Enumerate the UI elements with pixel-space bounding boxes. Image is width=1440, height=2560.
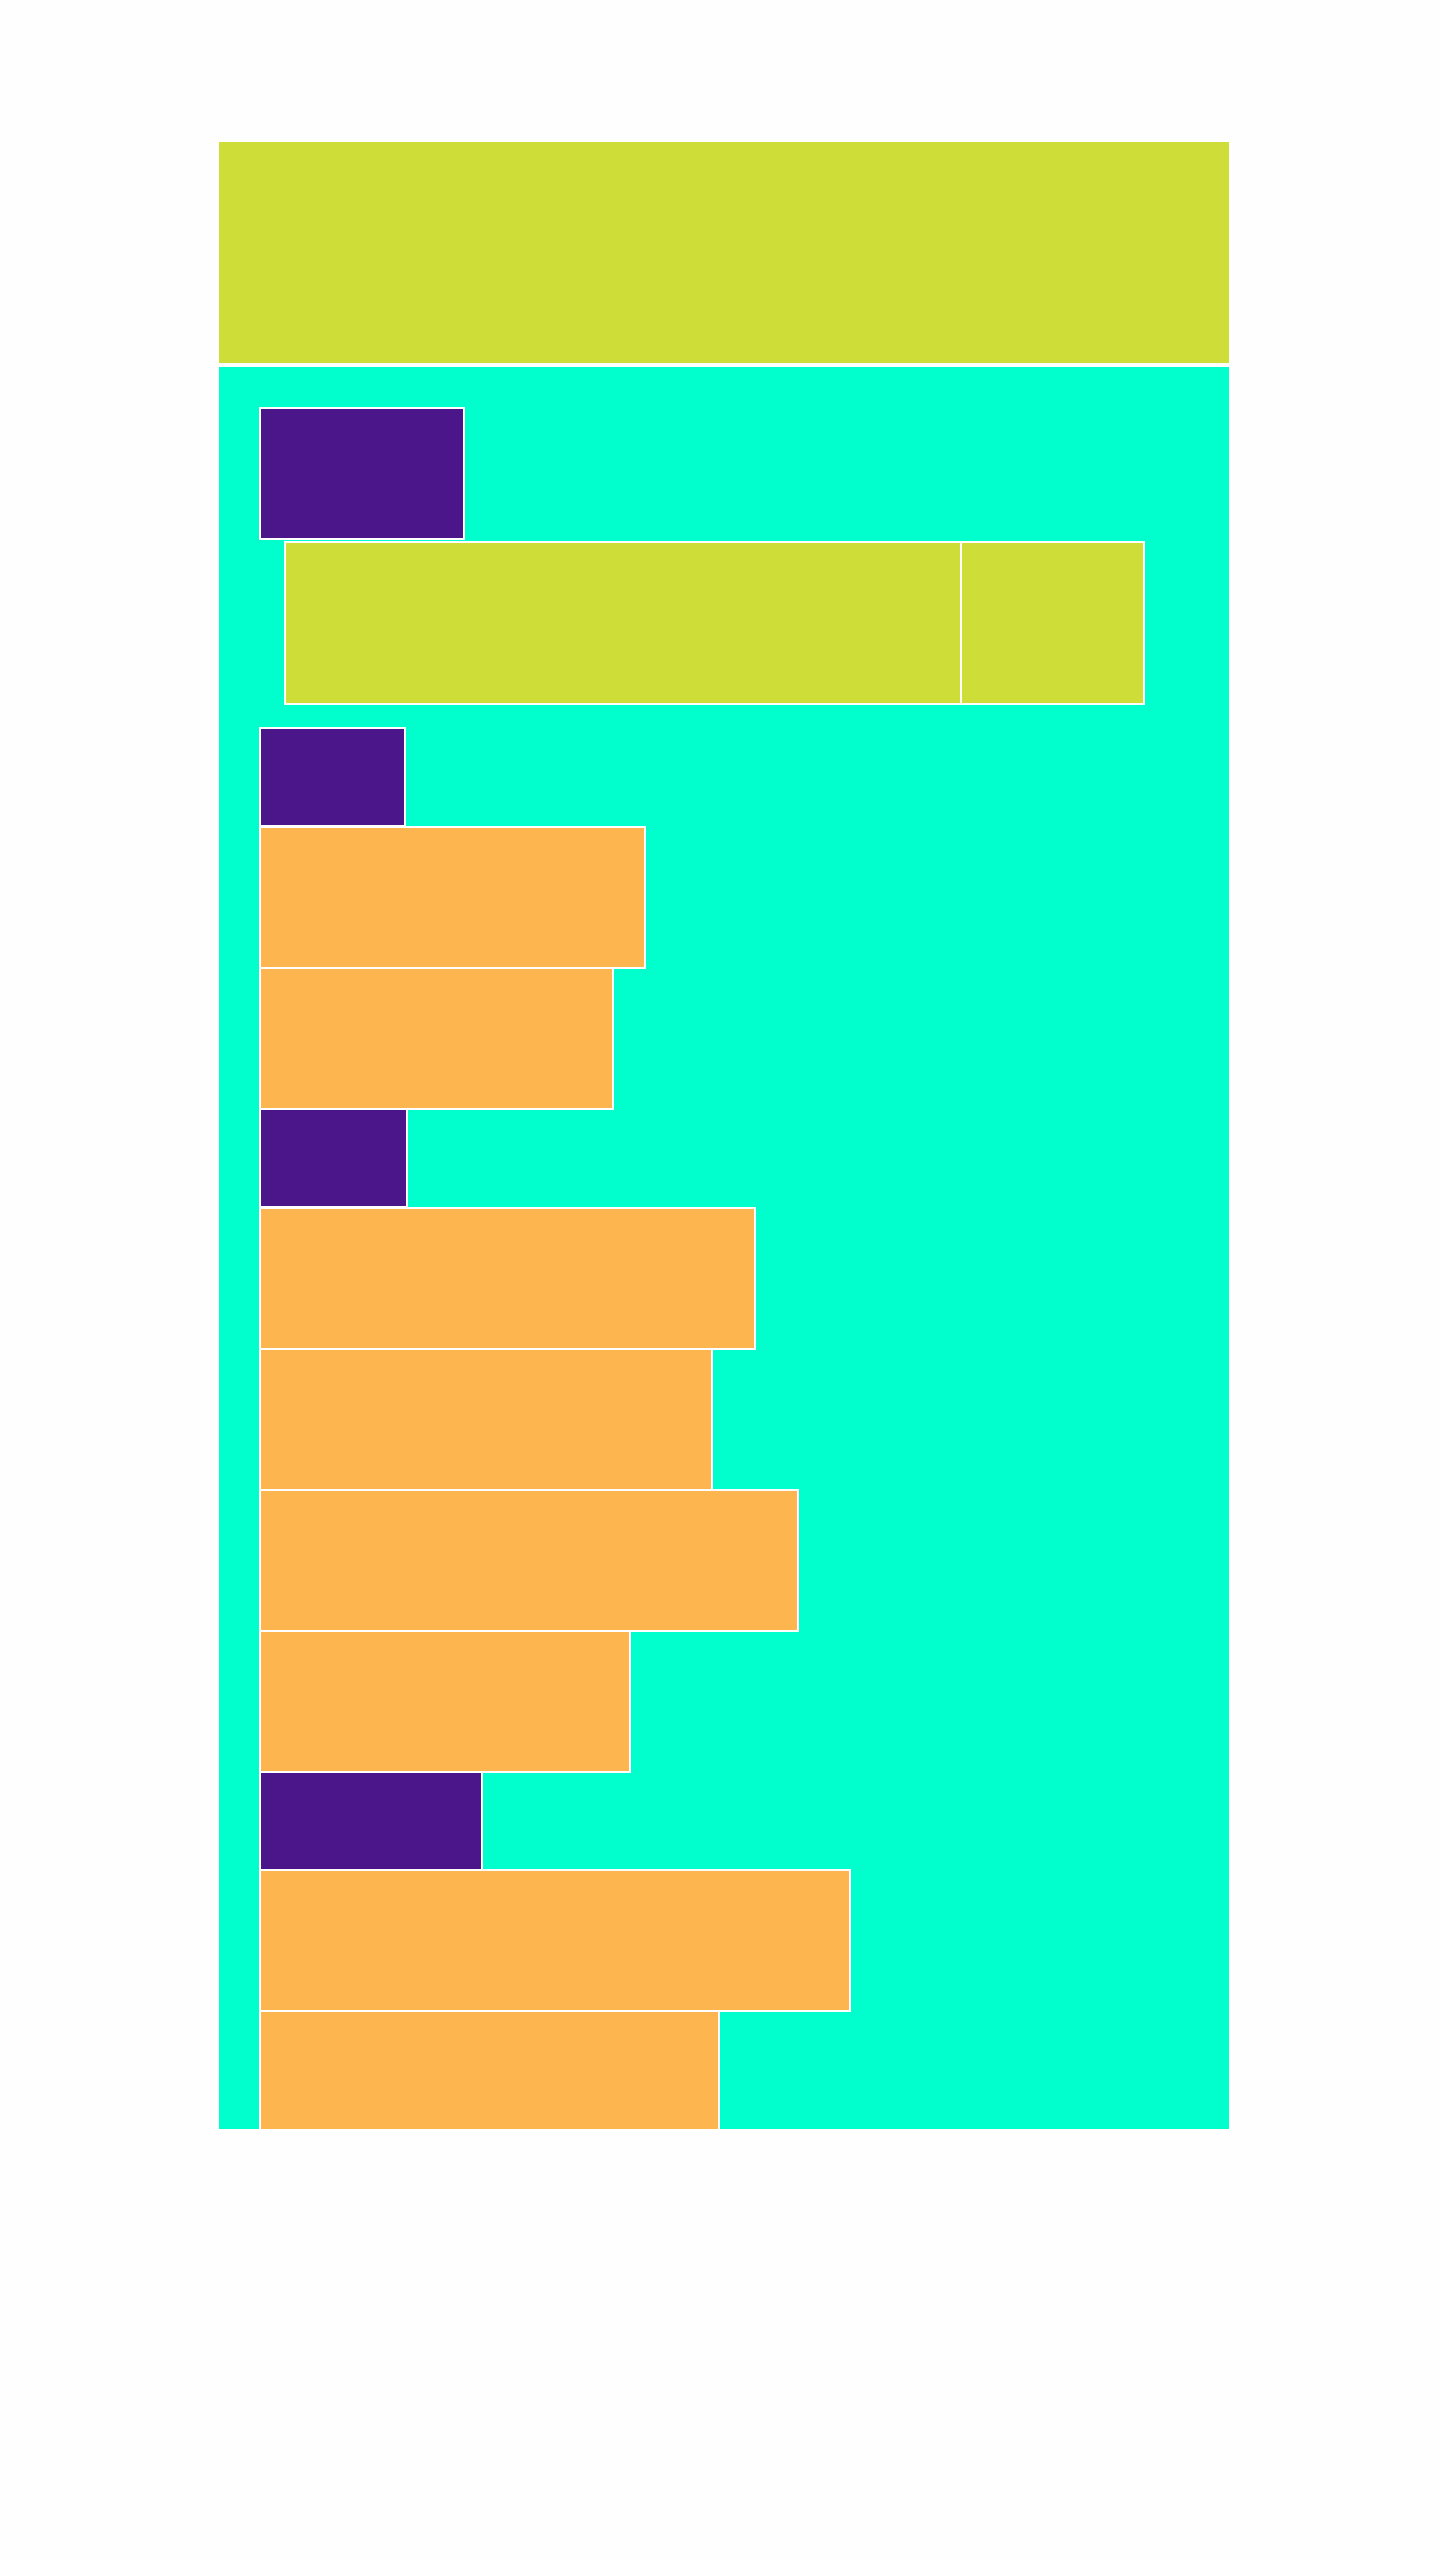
header-banner <box>219 142 1229 366</box>
list-item[interactable] <box>259 1207 756 1350</box>
section-heading-3 <box>259 1108 408 1208</box>
search-input[interactable] <box>284 541 963 705</box>
search-button[interactable] <box>960 541 1145 705</box>
list-item[interactable] <box>259 1348 713 1491</box>
list-item[interactable] <box>259 2010 720 2131</box>
list-item[interactable] <box>259 1489 799 1632</box>
section-heading-1 <box>259 407 465 540</box>
list-item[interactable] <box>259 826 646 969</box>
list-item[interactable] <box>259 967 614 1110</box>
section-heading-4 <box>259 1771 483 1871</box>
list-item[interactable] <box>259 1869 851 2012</box>
list-item[interactable] <box>259 1630 631 1773</box>
section-heading-2 <box>259 727 406 827</box>
